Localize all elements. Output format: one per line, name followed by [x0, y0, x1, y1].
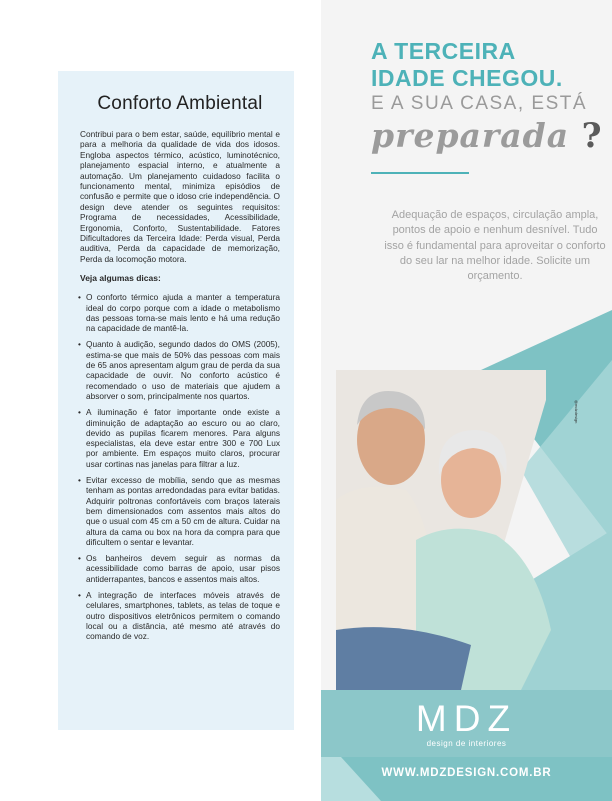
social-handle: @mdzdesign: [574, 400, 579, 424]
tip-item: • A iluminação é fator importante onde existe a diminuição de adaptação ao escuro ou ao claro, devido as pupilas ficarem menores. Para alguns especialistas, ela deve estar entre 300 e 700 Lux por ambiente. Em espaços muito claros, procurar usar cortinas nas janelas para filtrar a luz.: [80, 407, 280, 469]
article-intro: Contribui para o bem estar, saúde, equilíbrio mental e para a melhoria da qualidade de vida dos idosos. Engloba aspectos térmico, acústico, luminotécnico, planejamento espacial interno, e atualmente a automação. Um planejamento cuidadoso facilita o funcionamento mental, minimiza episódios de confusão e permite que o idoso crie independência. O design deve atender os seguintes requisitos: Programa de necessidades, Acessibilidade, Ergonomia, Conforto, Sustentabilidade. Fatores Dificultadores da Terceira Idade: Perda visual, Perda auditiva, Perda da capacidade de memorização, Perda da locomoção motora.: [80, 129, 280, 264]
question-mark: ?: [581, 116, 603, 156]
tips-list: [80, 292, 280, 641]
headline-line-1: A TERCEIRA: [371, 38, 516, 64]
tip-item: • O conforto térmico ajuda a manter a temperatura ideal do corpo porque com a idade o metabolismo das pessoas torna-se mais lento e há uma redução na capacidade de mantê-la.: [80, 292, 280, 333]
ad-paragraph: Adequação de espaços, circulação ampla, pontos de apoio e nenhum desnível. Tudo isso é fundamental para aproveitar o conforto do seu lar na melhor idade. Solicite um orçamento.: [384, 209, 606, 283]
tip-item: • Evitar excesso de mobília, sendo que as mesmas tenham as pontas arredondadas para evitar batidas. Adquirir poltronas confortáveis com braços laterais bem dimensionados com assentos mais altos do que o usual com 45 cm a 50 cm de altura. Cuidar na altura da cama ou box na hora da compra para que dificultem o sentar e levantar.: [80, 475, 280, 547]
brand-box: [321, 690, 612, 757]
brand-tagline: design de interiores: [426, 739, 507, 748]
teal-band-low: [341, 757, 612, 801]
mdz-logo: MDZ: [415, 698, 518, 739]
headline-script-word: preparada: [371, 116, 570, 155]
tip-item: • Quanto à audição, segundo dados do OMS (2005), estima-se que mais de 50% das pessoas com mais de 65 anos apresentam algum grau de perda da sua capacidade de ouvir. No conforto acústico é recomendado o uso de materiais que ajudem a absorver o som, principalmente nos quartos.: [80, 339, 280, 401]
headline-line-3: E A SUA CASA, ESTÁ: [371, 93, 588, 114]
tip-item: • Os banheiros devem seguir as normas da acessibilidade como barras de apoio, usar pisos antiderrapantes, bancos e assentos mais altos.: [80, 553, 280, 584]
article-title: Conforto Ambiental: [97, 93, 263, 114]
tips-heading: Veja algumas dicas:: [80, 273, 161, 284]
ad-headline: [371, 38, 611, 156]
headline-line-2: IDADE CHEGOU.: [371, 65, 563, 91]
headline-divider: [371, 172, 469, 174]
ad-panel: [321, 0, 612, 801]
headline-script: [371, 116, 611, 156]
article-panel: [58, 71, 294, 730]
website-link[interactable]: WWW.MDZDESIGN.COM.BR: [381, 767, 552, 779]
tip-item: • A integração de interfaces móveis através de celulares, smartphones, tablets, as telas de toque e outro dispositivos eletrônicos permitem o comando local ou a distância, até mesmo até através do comando de voz.: [80, 590, 280, 641]
